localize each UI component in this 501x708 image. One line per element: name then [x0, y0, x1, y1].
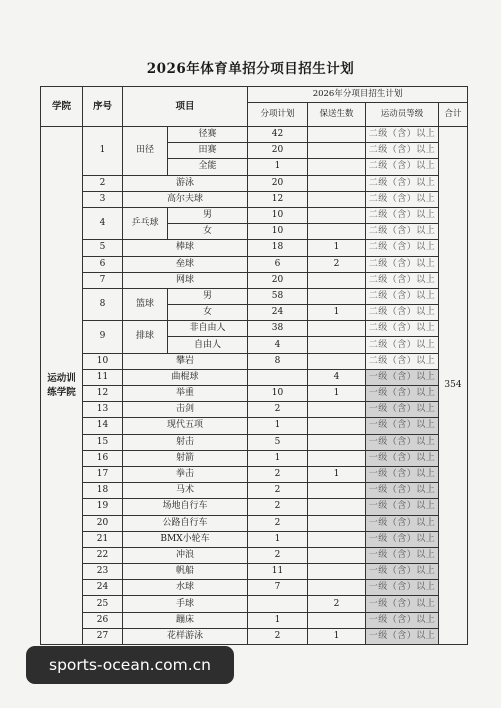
level-cell: 一级（含）以上: [366, 499, 439, 515]
recommend-cell: 1: [308, 466, 366, 482]
item-cell: 水球: [123, 580, 248, 596]
item-cell: 网球: [123, 272, 248, 288]
item-cell: 花样游泳: [123, 628, 248, 644]
seq-cell: 17: [83, 466, 123, 482]
table-row: [41, 580, 468, 596]
seq-cell: 6: [83, 256, 123, 272]
plan-cell: 20: [248, 272, 308, 288]
recommend-cell: [308, 353, 366, 369]
col-header-level: 运动员等级: [366, 103, 439, 127]
seq-cell: 18: [83, 483, 123, 499]
level-cell: 一级（含）以上: [366, 450, 439, 466]
plan-cell: 1: [248, 612, 308, 628]
seq-cell: 27: [83, 628, 123, 644]
table-row: [41, 483, 468, 499]
recommend-cell: 4: [308, 369, 366, 385]
level-cell: 一级（含）以上: [366, 531, 439, 547]
recommend-cell: [308, 207, 366, 223]
level-cell: 二级（含）以上: [366, 288, 439, 304]
item-cell: BMX小轮车: [123, 531, 248, 547]
recommend-cell: [308, 564, 366, 580]
table-row: [41, 434, 468, 450]
enrollment-plan-table: [40, 86, 468, 645]
item-cell: 曲棍球: [123, 369, 248, 385]
plan-cell: 20: [248, 143, 308, 159]
item-cell: 男: [168, 288, 248, 304]
college-cell: 运动训练学院: [41, 127, 83, 645]
recommend-cell: 2: [308, 256, 366, 272]
table-body: [41, 127, 468, 645]
table-row: [41, 207, 468, 223]
level-cell: 一级（含）以上: [366, 483, 439, 499]
plan-cell: 1: [248, 159, 308, 175]
recommend-cell: [308, 580, 366, 596]
level-cell: 一级（含）以上: [366, 515, 439, 531]
level-cell: 二级（含）以上: [366, 337, 439, 353]
seq-cell: 3: [83, 191, 123, 207]
plan-cell: 58: [248, 288, 308, 304]
table-row: [41, 402, 468, 418]
table-row: [41, 240, 468, 256]
level-cell: 一级（含）以上: [366, 402, 439, 418]
table-row: [41, 191, 468, 207]
item-cell: 棒球: [123, 240, 248, 256]
recommend-cell: 1: [308, 628, 366, 644]
plan-cell: [248, 369, 308, 385]
recommend-cell: [308, 272, 366, 288]
plan-cell: 1: [248, 450, 308, 466]
plan-cell: [248, 596, 308, 612]
item-cell: 男: [168, 207, 248, 223]
plan-cell: 2: [248, 483, 308, 499]
col-header-college: 学院: [41, 87, 83, 127]
recommend-cell: [308, 612, 366, 628]
table-row: [41, 369, 468, 385]
item-cell: 非自由人: [168, 321, 248, 337]
plan-cell: 8: [248, 353, 308, 369]
plan-cell: 1: [248, 418, 308, 434]
col-header-seq: 序号: [83, 87, 123, 127]
seq-cell: 22: [83, 547, 123, 563]
table-row: [41, 612, 468, 628]
page-title: 2026年体育单招分项目招生计划: [146, 61, 355, 77]
level-cell: 一级（含）以上: [366, 612, 439, 628]
recommend-cell: [308, 483, 366, 499]
item-cell: 高尔夫球: [123, 191, 248, 207]
item-cell: 田赛: [168, 143, 248, 159]
recommend-cell: [308, 288, 366, 304]
table-row: [41, 175, 468, 191]
seq-cell: 9: [83, 321, 123, 353]
table-row: [41, 531, 468, 547]
seq-cell: 20: [83, 515, 123, 531]
recommend-cell: [308, 515, 366, 531]
item-cell: 径赛: [168, 127, 248, 143]
level-cell: 一级（含）以上: [366, 369, 439, 385]
item-cell: 帆船: [123, 564, 248, 580]
recommend-cell: [308, 547, 366, 563]
table-row: [41, 321, 468, 337]
table-row: [41, 272, 468, 288]
recommend-cell: [308, 434, 366, 450]
watermark: sports-ocean.com.cn: [26, 646, 234, 684]
item-cell: 冲浪: [123, 547, 248, 563]
level-cell: 一级（含）以上: [366, 564, 439, 580]
seq-cell: 1: [83, 127, 123, 176]
recommend-cell: [308, 191, 366, 207]
item-cell: 垒球: [123, 256, 248, 272]
seq-cell: 4: [83, 207, 123, 239]
item-cell: 现代五项: [123, 418, 248, 434]
level-cell: 二级（含）以上: [366, 159, 439, 175]
recommend-cell: [308, 143, 366, 159]
plan-cell: 7: [248, 580, 308, 596]
table-row: [41, 450, 468, 466]
table-row: [41, 628, 468, 644]
seq-cell: 19: [83, 499, 123, 515]
recommend-cell: [308, 175, 366, 191]
level-cell: 一级（含）以上: [366, 547, 439, 563]
level-cell: 一级（含）以上: [366, 628, 439, 644]
plan-cell: 38: [248, 321, 308, 337]
plan-cell: 18: [248, 240, 308, 256]
recommend-cell: [308, 127, 366, 143]
recommend-cell: 1: [308, 305, 366, 321]
recommend-cell: [308, 499, 366, 515]
seq-cell: 15: [83, 434, 123, 450]
level-cell: 二级（含）以上: [366, 240, 439, 256]
category-cell: 排球: [123, 321, 168, 353]
col-header-item: 项目: [123, 87, 248, 127]
item-cell: 场地自行车: [123, 499, 248, 515]
level-cell: 二级（含）以上: [366, 272, 439, 288]
item-cell: 举重: [123, 386, 248, 402]
item-cell: 拳击: [123, 466, 248, 482]
recommend-cell: 1: [308, 240, 366, 256]
recommend-cell: 1: [308, 386, 366, 402]
recommend-cell: [308, 321, 366, 337]
item-cell: 游泳: [123, 175, 248, 191]
table-row: [41, 499, 468, 515]
plan-cell: 5: [248, 434, 308, 450]
item-cell: 女: [168, 224, 248, 240]
seq-cell: 25: [83, 596, 123, 612]
level-cell: 二级（含）以上: [366, 207, 439, 223]
level-cell: 一级（含）以上: [366, 580, 439, 596]
recommend-cell: [308, 402, 366, 418]
item-cell: 全能: [168, 159, 248, 175]
plan-cell: 2: [248, 499, 308, 515]
plan-cell: 20: [248, 175, 308, 191]
level-cell: 一级（含）以上: [366, 386, 439, 402]
recommend-cell: [308, 531, 366, 547]
col-header-total: 合计: [439, 103, 468, 127]
seq-cell: 14: [83, 418, 123, 434]
seq-cell: 12: [83, 386, 123, 402]
recommend-cell: [308, 418, 366, 434]
seq-cell: 13: [83, 402, 123, 418]
category-cell: 田径: [123, 127, 168, 176]
seq-cell: 11: [83, 369, 123, 385]
level-cell: 二级（含）以上: [366, 256, 439, 272]
level-cell: 二级（含）以上: [366, 224, 439, 240]
item-cell: 马术: [123, 483, 248, 499]
plan-cell: 2: [248, 466, 308, 482]
table-row: [41, 547, 468, 563]
seq-cell: 26: [83, 612, 123, 628]
col-header-sub-plan: 分项计划: [248, 103, 308, 127]
plan-cell: 10: [248, 224, 308, 240]
recommend-cell: [308, 159, 366, 175]
item-cell: 自由人: [168, 337, 248, 353]
item-cell: 击剑: [123, 402, 248, 418]
item-cell: 射击: [123, 434, 248, 450]
seq-cell: 16: [83, 450, 123, 466]
item-cell: 女: [168, 305, 248, 321]
category-cell: 乒乓球: [123, 207, 168, 239]
level-cell: 一级（含）以上: [366, 434, 439, 450]
level-cell: 二级（含）以上: [366, 143, 439, 159]
table-row: [41, 353, 468, 369]
col-header-recommend: 保送生数: [308, 103, 366, 127]
plan-cell: 42: [248, 127, 308, 143]
col-header-plan-group: 2026年分项目招生计划: [248, 87, 468, 103]
total-cell: 354: [439, 127, 468, 645]
table-row: [41, 564, 468, 580]
plan-cell: 2: [248, 402, 308, 418]
level-cell: 二级（含）以上: [366, 127, 439, 143]
seq-cell: 10: [83, 353, 123, 369]
item-cell: 射箭: [123, 450, 248, 466]
plan-cell: 11: [248, 564, 308, 580]
table-row: [41, 386, 468, 402]
table-row: [41, 596, 468, 612]
recommend-cell: [308, 224, 366, 240]
plan-cell: 10: [248, 207, 308, 223]
plan-cell: 2: [248, 628, 308, 644]
table-row: [41, 466, 468, 482]
item-cell: 攀岩: [123, 353, 248, 369]
seq-cell: 23: [83, 564, 123, 580]
table-row: [41, 515, 468, 531]
seq-cell: 5: [83, 240, 123, 256]
plan-cell: 2: [248, 547, 308, 563]
level-cell: 一级（含）以上: [366, 596, 439, 612]
level-cell: 二级（含）以上: [366, 321, 439, 337]
item-cell: 手球: [123, 596, 248, 612]
plan-cell: 24: [248, 305, 308, 321]
table-row: [41, 127, 468, 143]
plan-cell: 1: [248, 531, 308, 547]
level-cell: 一级（含）以上: [366, 418, 439, 434]
level-cell: 二级（含）以上: [366, 191, 439, 207]
level-cell: 一级（含）以上: [366, 466, 439, 482]
item-cell: 蹦床: [123, 612, 248, 628]
level-cell: 二级（含）以上: [366, 353, 439, 369]
plan-cell: 12: [248, 191, 308, 207]
table-row: [41, 288, 468, 304]
recommend-cell: [308, 337, 366, 353]
item-cell: 公路自行车: [123, 515, 248, 531]
seq-cell: 2: [83, 175, 123, 191]
recommend-cell: [308, 450, 366, 466]
table-row: [41, 256, 468, 272]
category-cell: 篮球: [123, 288, 168, 320]
seq-cell: 8: [83, 288, 123, 320]
level-cell: 二级（含）以上: [366, 305, 439, 321]
table-row: [41, 418, 468, 434]
plan-cell: 10: [248, 386, 308, 402]
plan-cell: 2: [248, 515, 308, 531]
level-cell: 二级（含）以上: [366, 175, 439, 191]
seq-cell: 24: [83, 580, 123, 596]
seq-cell: 7: [83, 272, 123, 288]
seq-cell: 21: [83, 531, 123, 547]
plan-cell: 4: [248, 337, 308, 353]
plan-cell: 6: [248, 256, 308, 272]
recommend-cell: 2: [308, 596, 366, 612]
